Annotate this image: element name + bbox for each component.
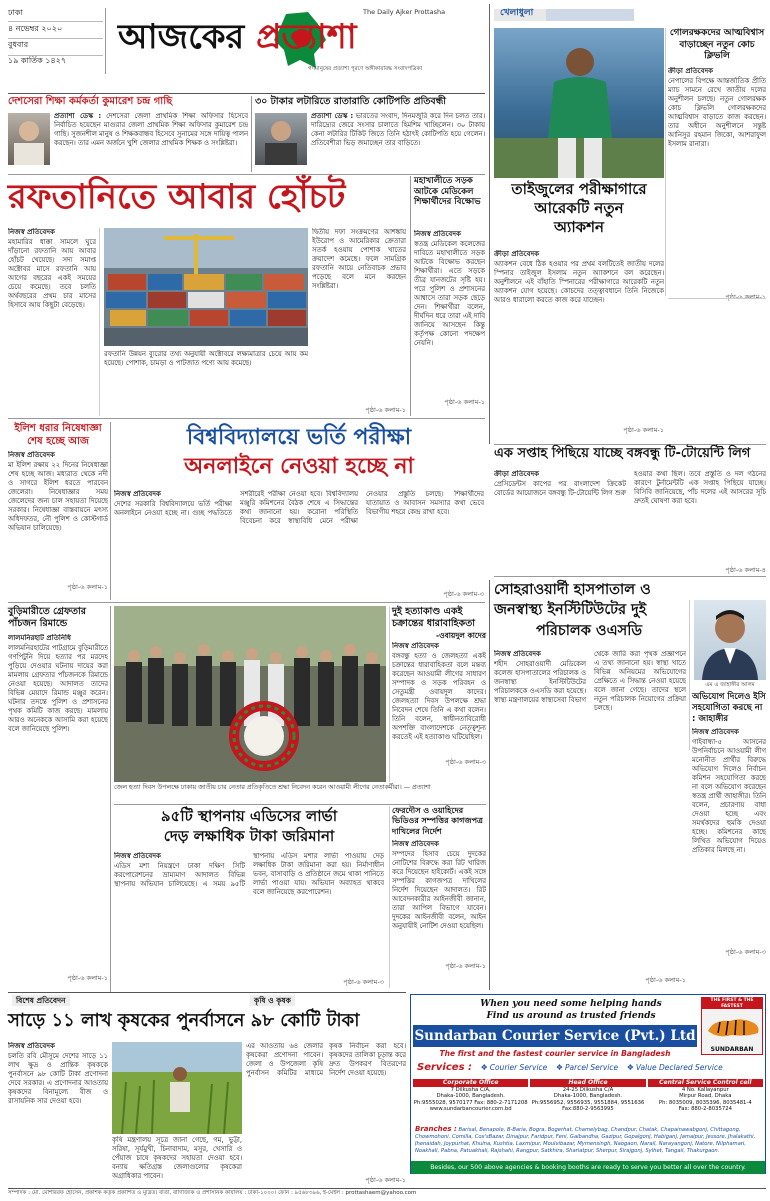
- lottery-headline: ৩০ টাকার লটারিতে রাতারাতি কোটিপতি প্রতিবন্ধী: [255, 96, 446, 107]
- courier-offices: [413, 1079, 763, 1123]
- office-head: [530, 1079, 645, 1123]
- ads-fine-continued: পৃষ্ঠা-৬ কলাম-৩: [343, 978, 384, 986]
- courier-branches-label: Branches :: [415, 1125, 457, 1133]
- office-line: 7 Dilkusha C/A,: [450, 1086, 491, 1093]
- krishi-headline[interactable]: সাড়ে ১১ লাখ কৃষকের পুনর্বাসনে ৯৮ কোটি টাকা: [8, 1010, 360, 1031]
- courier-slogan: The first and the fastest courier service in Bangladesh: [439, 1049, 671, 1058]
- ads-fine-headline[interactable]: [114, 806, 384, 850]
- goalkeeper-text: নেপালের বিপক্ষে আন্তর্জাতিক প্রীতি ম্যাচ সামনে রেখে জাতীয় দলের অনুশীলন চলছে। নতুন গোলরক্ষক কোচ ক্লিভলি গোলরক্ষকদের আত্মবিশ্বাস বাড়াতে কাজ করছেন। তার অধীনে অনুশীলনে সন্তুষ্ট আনিসুর রহমান জিকো, আশরাফুল ইসলাম রানারা।: [668, 77, 766, 149]
- ilish-continued: পৃষ্ঠা-৬ কলাম-১: [67, 583, 108, 591]
- hospital-body: [494, 650, 686, 986]
- office-central-title: Central Service Control cell: [648, 1079, 763, 1087]
- story-goalkeeper[interactable]: [668, 28, 766, 296]
- krishi-col-3: [246, 1042, 406, 1186]
- newspaper-logo: [118, 6, 478, 80]
- courier-services-row: [417, 1062, 761, 1076]
- medical-continued: পৃষ্ঠা-৬ কলাম-১: [444, 398, 485, 406]
- story-edu-officer[interactable]: [8, 96, 248, 172]
- courier-service-2: Value Declared Service: [635, 1063, 723, 1072]
- lead-col-1: [8, 228, 96, 416]
- krishi-reporter: নিজস্ব প্রতিবেদক: [8, 1042, 55, 1050]
- lead-text-1: মহামারির ধাক্কা সামলে ঘুরে দাঁড়ানো রফতানি আয় আবার হোঁচট খেয়েছে। সদ্য সমাপ্ত অক্টোবর মাসে রফতানি আয় আগের বছরের একই সময়ের চেয়ে কমেছে। তবে চলতি অর্থবছরের প্রথম চার মাসের হিসাবে আয় কিছুটা বেড়েছে।: [8, 238, 96, 310]
- story-jahangir[interactable]: [692, 692, 766, 986]
- edu-officer-headline: দেশসেরা শিক্ষা কর্মকর্তা কুমারেশ চন্দ্র গাছি: [8, 96, 173, 107]
- office-corporate: [413, 1079, 528, 1123]
- admission-headline-line-2: অনলাইনে নেওয়া হচ্ছে না: [184, 453, 414, 479]
- story-jail-killing[interactable]: [392, 606, 486, 782]
- dateline-city: ঢাকা: [8, 8, 23, 17]
- jahangir-photo-caption: এম এ জাহাঙ্গীর আলম: [705, 682, 755, 688]
- jail-killing-reporter: নিজস্ব প্রতিবেদক: [392, 642, 439, 651]
- jahangir-continued: পৃষ্ঠা-৬ কলাম-৩: [725, 948, 766, 957]
- taijul-continued: পৃষ্ঠা-৬ কলাম-১: [623, 426, 664, 434]
- story-remand[interactable]: [8, 606, 108, 990]
- t20-continued: পৃষ্ঠা-৬ কলাম-৪: [725, 566, 766, 574]
- port-container-photo: [104, 228, 308, 346]
- medical-reporter: নিজস্ব প্রতিবেদক: [414, 230, 461, 238]
- ads-fine-reporter: নিজস্ব প্রতিবেদক: [114, 852, 161, 860]
- foreigner-continued: পৃষ্ঠা-৬ কলাম-১: [445, 962, 486, 971]
- office-line: Fax: 880-2-8035724: [678, 1106, 732, 1113]
- courier-ad[interactable]: [410, 994, 766, 1174]
- ads-fine-text: এডিস মশা নিয়ন্ত্রণে ঢাকা দক্ষিণ সিটি করপোরেশনের ভ্রাম্যমাণ আদালত বিভিন্ন স্থাপনায় অভিযান চালিয়েছে। এ সময় ৯৫টি স্থাপনায় এডিস মশার লার্ভা পাওয়ায় দেড় লক্ষাধিক টাকা জরিমানা করা হয়। নির্মাণাধীন ভবন, বাসাবাড়ি ও প্রতিষ্ঠানে জমে থাকা পানিতে লার্ভা পাওয়া যায়। অভিযান অব্যাহত থাকবে বলে জানিয়েছে করপোরেশন।: [114, 852, 384, 896]
- krishi-col-1: [8, 1042, 108, 1186]
- office-line: www.sundarbancourier.com.bd: [429, 1106, 512, 1113]
- lead-headline[interactable]: রফতানিতে আবার হোঁচট: [8, 177, 346, 217]
- admission-text: দেশের সরকারি বিশ্ববিদ্যালয়ে ভর্তি পরীক্ষা অনলাইনে নেওয়া হচ্ছে না। গুচ্ছ পদ্ধতিতে সশরীরেই পরীক্ষা নেওয়া হবে। বিশ্ববিদ্যালয় মঞ্জুরি কমিশনের বৈঠক শেষে এ সিদ্ধান্তের কথা জানানো হয়। করোনা পরিস্থিতি বিবেচনা করে স্বাস্থ্যবিধি মেনে পরীক্ষা নেওয়ার প্রস্তুতি চলছে। শিক্ষার্থীদের যাতায়াত ও আবাসন সমস্যার কথা ভেবে বিভাগীয় শহরে কেন্দ্র রাখা হবে।: [114, 490, 484, 525]
- courier-service-0: Courier Service: [489, 1063, 548, 1072]
- taijul-reporter: ক্রীড়া প্রতিবেদক: [494, 250, 540, 258]
- office-line: Fax:880-2-9563995: [562, 1106, 614, 1113]
- lead-text-3: রফতানি উন্নয়ন ব্যুরোর তথ্য অনুযায়ী অক্টোবরে লক্ষ্যমাত্রার চেয়ে আয় কম হয়েছে। পোশাক, চামড়া ও পাটজাত পণ্যে আয় কমেছে।: [104, 350, 308, 367]
- krishi-col-2: [112, 1136, 242, 1186]
- edu-officer-reporter: প্রত্যাশা ডেস্ক :: [54, 112, 102, 120]
- courier-service-1: Parcel Service: [565, 1063, 619, 1072]
- dateline-date: ৪ নভেম্বর ২০২০: [8, 24, 63, 33]
- taijul-body: [494, 250, 664, 434]
- office-line: Ph: 8035009, 8035396, 8035481-4: [658, 1099, 752, 1106]
- krishi-text-2: কৃষি মন্ত্রণালয় সূত্রে জানা গেছে, গম, ভুট্টা, সরিষা, সূর্যমুখী, চিনাবাদাম, মসুর, খেসারি ও পেঁয়াজ চাষে কৃষকদের সহায়তা দেওয়া হবে। বন্যায় ক্ষতিগ্রস্ত জেলাগুলোর কৃষকেরা অগ্রাধিকার পাবেন।: [112, 1136, 242, 1180]
- courier-footer: Besides, our 500 above agencies & booking booths are ready to serve you better all over the country.: [411, 1161, 765, 1174]
- logo-part-2: প্রত্যাশা: [256, 17, 357, 57]
- tiger-icon: [702, 1009, 764, 1043]
- office-line: Dhaka-1000, Bangladesh.: [436, 1093, 505, 1100]
- hospital-headline-line-3: পরিচালক ওএসডি: [535, 622, 643, 639]
- bottom-tag-left: বিশেষ প্রতিবেদন: [12, 995, 70, 1006]
- krishi-text-1: চলতি রবি মৌসুমে দেশের সাড়ে ১১ লাখ ক্ষুদ্র ও প্রান্তিক কৃষককে পুনর্বাসনে ৯৮ কোটি টাকা প্রণোদনা দেবে সরকার। এ প্রণোদনার আওতায় কৃষকদের বিনামূল্যে বীজ ও রাসায়নিক সার দেওয়া হবে।: [8, 1052, 108, 1106]
- service-bullet-icon: ❖: [480, 1063, 488, 1072]
- office-line: 4 No. Kallayanpur: [681, 1086, 729, 1093]
- lead-text-2: দ্বিতীয় দফা সংক্রমণের আশঙ্কায় ইউরোপ ও আমেরিকার ক্রেতারা সতর্ক হওয়ায় পোশাক খাতের ক্রয়াদেশ কমেছে। ফলে সামগ্রিক রফতানি আয়ে নেতিবাচক প্রভাব পড়েছে বলে মনে করছেন সংশ্লিষ্টরা।: [312, 228, 406, 290]
- logo-part-1: আজকের: [118, 17, 257, 57]
- courier-services-label: Services :: [417, 1062, 473, 1073]
- masthead: [0, 0, 485, 92]
- hospital-reporter: নিজস্ব প্রতিবেদক: [494, 650, 541, 658]
- office-line: 24-25 Dilkusha C/A: [562, 1086, 614, 1093]
- hospital-headline-line-2: জনস্বাস্থ্য ইনস্টিটিউটের দুই: [494, 602, 647, 619]
- remand-continued: পৃষ্ঠা-৬ কলাম-১: [67, 973, 108, 982]
- courier-name-band: [413, 1025, 697, 1047]
- t20-reporter: ক্রীড়া প্রতিবেদক: [494, 470, 540, 478]
- farmer-photo: [112, 1042, 242, 1134]
- office-line: Ph:9555028, 9570177 Fax: 880-2-7171208: [413, 1099, 528, 1106]
- jahangir-reporter: নিজস্ব প্রতিবেদক: [692, 728, 739, 737]
- lead-reporter: নিজস্ব প্রতিবেদক: [8, 228, 55, 236]
- taijul-text: অ্যাকশন বেধে ঠিক হওয়ার পর প্রথম বলটিতেই জাতীয় দলের স্পিনার তাইজুল ইসলাম নতুন অ্যাকশনে বল করেছেন। অনুশীলনে এই বাঁহাতি স্পিনারের পরীক্ষাগারে আরেকটি নতুন অ্যাকশন যোগ হয়েছে। কোচদের তত্ত্বাবধানে তিনি নিজেকে আরও ধারালো করতে কাজ করে যাচ্ছেন।: [494, 260, 664, 305]
- lead-continued: পৃষ্ঠা-৬ কলাম-১: [365, 406, 406, 414]
- taijul-photo: [494, 28, 664, 178]
- jahangir-text: গাইবান্ধা-৫ আসনের উপনির্বাচনে আওয়ামী লীগ মনোনীত প্রার্থীর বিরুদ্ধে অভিযোগ দিলেও নির্বাচন কমিশন সহযোগিতা করছে না বলে অভিযোগ করেছেন স্বতন্ত্র প্রার্থী জাহাঙ্গীর। তিনি বলেন, প্রচারণায় বাধা দেওয়া হচ্ছে এবং সমর্থকদের হুমকি দেওয়া হচ্ছে। কমিশনের কাছে লিখিত অভিযোগ দিয়েও প্রতিকার মিলছে না।: [692, 738, 766, 854]
- courier-badge: THE FIRST & THE FASTEST: [702, 998, 762, 1009]
- remand-reporter: লালমনিরহাট প্রতিনিধি: [8, 633, 71, 642]
- lottery-photo: [255, 113, 307, 165]
- admission-body: [114, 490, 484, 598]
- photo-caption: জেল হত্যা দিবস উপলক্ষে ঢাকায় জাতীয় চার নেতার প্রতিকৃতিতে শ্রদ্ধা নিবেদন করেন আওয়ামী লীগের নেতাকর্মীরা। — প্রত্যাশা: [114, 784, 431, 791]
- office-line: Dhaka-1000, Bangladesh.: [553, 1093, 623, 1100]
- medical-text: স্বতন্ত্র মেডিকেল কলেজের দাবিতে মহাখালীতে সড়ক আটকে বিক্ষোভ করছেন শিক্ষার্থীরা। এতে সড়কে তীব্র যানজটের সৃষ্টি হয়। পরে পুলিশ ও প্রশাসনের আশ্বাসে তারা সড়ক ছেড়ে দেন। শিক্ষার্থীরা বলেন, দীর্ঘদিন ধরে তারা এই দাবি জানিয়ে আসছেন কিন্তু কর্তৃপক্ষ কোনো পদক্ষেপ নেয়নি।: [414, 240, 485, 347]
- jail-killing-day-photo: [114, 606, 386, 782]
- medical-body: [414, 230, 485, 406]
- t20-headline[interactable]: এক সপ্তাহ পিছিয়ে যাচ্ছে বঙ্গবন্ধু টি-টোয়েন্টি লিগ: [494, 446, 751, 461]
- lead-col-3: [312, 228, 406, 416]
- foreigner-text: সম্পদের হিসাব চেয়ে দুদকের নোটিশের বিরুদ্ধে করা রিট খারিজ করে দিয়েছেন হাইকোর্ট। একই সঙ্গে সম্পত্তির কাগজপত্র দাখিলের নির্দেশ দিয়েছেন আদালত। রিট আবেদনকারীর আইনজীবী জানান, তারা আপিল বিভাগে যাবেন। দুদকের আইনজীবী বলেন, আইন অনুযায়ীই নোটিশ দেওয়া হয়েছিল।: [392, 850, 486, 931]
- jail-killing-headline: দুই হত্যাকাণ্ড একই চক্রান্তের ধারাবাহিকতা: [392, 606, 476, 630]
- hospital-continued: পৃষ্ঠা-৬ কলাম-১: [645, 976, 686, 984]
- jail-killing-text: বঙ্গবন্ধু হত্যা ও জেলহত্যা একই চক্রান্তের ধারাবাহিকতা বলে মন্তব্য করেছেন আওয়ামী লীগের সাধারণ সম্পাদক ও সড়ক পরিবহন ও সেতুমন্ত্রী ওবায়দুল কাদের। জেলহত্যা দিবস উপলক্ষে শ্রদ্ধা নিবেদন শেষে তিনি এ কথা বলেন। তিনি বলেন, স্বাধীনতাবিরোধী অপশক্তি বাংলাদেশকে নেতৃত্বশূন্য করতেই এই হত্যাকাণ্ড ঘটিয়েছিল।: [392, 652, 486, 742]
- medical-headline: মহাখালীতে সড়ক আটকে মেডিকেল শিক্ষার্থীদের বিক্ষোভ: [414, 176, 481, 208]
- taijul-headline-line-3: অ্যাকশন: [553, 217, 604, 236]
- taijul-headline-line-2: আরেকটি নতুন: [534, 198, 624, 217]
- goalkeeper-headline: গোলরক্ষকদের আত্মবিশ্বাস বাড়াচ্ছেন নতুন কোচ ক্লিভলি: [669, 28, 765, 62]
- courier-logo-text: SUNDARBAN: [710, 1046, 754, 1054]
- admission-reporter: নিজস্ব প্রতিবেদক: [114, 490, 161, 498]
- admission-headline-line-1: বিশ্ববিদ্যালয়ে ভর্তি পরীক্ষা: [186, 425, 412, 450]
- story-ilish[interactable]: [8, 422, 108, 600]
- ilish-headline: ইলিশ ধরার নিষেধাজ্ঞা শেষ হচ্ছে আজ: [14, 423, 102, 447]
- admission-headline[interactable]: [114, 424, 484, 486]
- jahangir-headline: অভিযোগ দিলেও ইসি সহযোগিতা করছে না : জাহাঙ্গীর: [692, 692, 766, 725]
- office-central: [648, 1079, 763, 1123]
- office-corporate-title: Corporate Office: [413, 1079, 528, 1087]
- service-bullet-icon: ❖: [626, 1063, 634, 1072]
- courier-branches: [415, 1125, 763, 1159]
- courier-branches-list: Barisal, Benapole, B-Baria, Bogra, Bogerhat, Chamelybag, Chandpur, Chatak, Chapainawabgonj, Chittagong, Chowmohoni, Comilla, Cox'sBazar, Dinajpur, Faridpur, Feni, Gaibandha, Gazipur, Gopalgonj, Habiganj, Jamalpur, Jessore, Jhalakathi, Jhenaidah, Joypurhat, Khulna, Kushtia, Laxmipur, Moulvibazar, Mymensingh, Naogaon, Narail, Narayangonj, Natore, Nilphamari, Noakhali, Pabna, Patuakhali, Rajshahi, Rangpur, Satkhira, Shariatpur, Sherpur, Sirajgonj, Sylhet, Tangail, Thakurgaon.: [415, 1127, 756, 1154]
- service-bullet-icon: ❖: [555, 1063, 563, 1072]
- dateline-bangla-date: ১৯ কার্তিক ১৪২৭: [8, 56, 67, 65]
- krishi-continued: পৃষ্ঠা-৬ কলাম-১: [365, 1176, 406, 1184]
- bottom-tag-right: কৃষি ও কৃষক: [250, 995, 295, 1006]
- edu-officer-photo: [8, 113, 50, 165]
- courier-name: Sundarban Courier Service (Pvt.) Ltd: [414, 1028, 696, 1044]
- hospital-headline-line-1: সোহরাওয়ার্দী হাসপাতাল ও: [494, 582, 651, 598]
- courier-ad-line-2: Find us around as trusted friends: [486, 1011, 656, 1021]
- lead-col-2-bottom: [104, 350, 308, 406]
- ads-fine-headline-line-1: ৯৫টি স্থাপনায় এডিসের লার্ভা: [160, 807, 338, 825]
- admission-continued: পৃষ্ঠা-৬ কলাম-৩: [443, 590, 484, 598]
- courier-ad-line-1: When you need some helping hands: [480, 999, 662, 1009]
- sports-tag: [494, 6, 634, 24]
- ilish-reporter: নিজস্ব প্রতিবেদক: [8, 451, 55, 459]
- page-footer: সম্পাদক : মো. মোশাররফ হোসেন, প্রকাশক কর্তৃক প্রকাশিত ও মুদ্রিত। বার্তা, বাণিজ্যিক ও প্রশাসনিক কার্যালয় : ঢাকা-১০০০। ফোন : ৯৫৬৮৩৯৬, ই-মেইল : prottashaem@yahoo.com: [8, 1190, 417, 1196]
- krishi-text-3: এর আওতায় ৬৪ জেলার কৃষকেরা প্রণোদনা পাবেন। জেলা ও উপজেলা কৃষি পুনর্বাসন কমিটির মাধ্যমে কৃষক নির্বাচন করা হবে। কৃষকদের তালিকা চূড়ান্ত করে দ্রুত উপকরণ বিতরণের নির্দেশ দেওয়া হয়েছে।: [246, 1042, 406, 1077]
- foreigner-reporter: নিজস্ব প্রতিবেদক: [392, 840, 439, 849]
- foreigner-headline: ফেরদৌস ও ওয়াহিদের ভিডিওর সম্পত্তির কাগজপত্র দাখিলের নির্দেশ: [392, 806, 483, 836]
- remand-text: লালমনিরহাটের পাটগ্রামে বুড়িমারীতে গণপিটুনি দিয়ে হত্যার পর মরদেহ পুড়িয়ে দেওয়ার ঘটনায় দায়ের করা মামলায় গ্রেফতার পাঁচজনকে রিমান্ডে নেওয়া হয়েছে। আদালত তাদের বিভিন্ন মেয়াদে রিমান্ড মঞ্জুর করেন। ঘটনার তদন্তে পুলিশ ও প্রশাসনের পৃথক কমিটি কাজ করছে। মামলায় আরও অনেককে আসামি করা হয়েছে বলে জানিয়েছে পুলিশ।: [8, 643, 108, 733]
- office-head-title: Head Office: [530, 1079, 645, 1087]
- edu-officer-text: দেশসেরা জেলা প্রাথমিক শিক্ষা অফিসার হিসেবে নির্বাচিত হয়েছেন মাগুরার জেলা প্রাথমিক শিক্ষা অফিসার কুমারেশ চন্দ্র গাছি। সুজনশীল মানুষ ও শিক্ষকবান্ধব হিসেবে সুনামের সঙ্গে দায়িত্ব পালন করছেন। তার এমন অর্জনে খুশি জেলার প্রাথমিক শিক্ষক ও সংশ্লিষ্টরা।: [54, 112, 248, 148]
- office-line: Mirpur Road, Dhaka: [679, 1093, 732, 1100]
- english-name: The Daily Ajker Prottasha: [363, 8, 446, 16]
- jahangir-photo: [694, 600, 766, 680]
- ilish-text: মা ইলিশ রক্ষায় ২২ দিনের নিষেধাজ্ঞা শেষ হচ্ছে আজ। মধ্যরাত থেকে নদী ও সাগরে ইলিশ ধরতে পারবেন জেলেরা। নিষেধাজ্ঞার সময় জেলেদের জন্য চাল সহায়তা দিয়েছে সরকার। নিষেধাজ্ঞা বাস্তবায়নে মৎস্য অধিদফতর, নৌ পুলিশ ও কোস্টগার্ড অভিযান চালিয়েছে।: [8, 461, 108, 533]
- dateline-box: [8, 8, 106, 74]
- t20-text: প্রেসিডেন্টস কাপের পর বাংলাদেশ ক্রিকেট বোর্ডের আয়োজনে বঙ্গবন্ধু টি-টোয়েন্টি লিগ শুরু হওয়ার কথা ছিল। তবে প্রস্তুতি ও দল গঠনের কারণে টুর্নামেন্টটি এক সপ্তাহ পিছিয়ে যাচ্ছে। বিসিবি জানিয়েছে, পাঁচ দলের এই আসরের সূচি দ্রুতই ঘোষণা করা হবে।: [494, 470, 766, 505]
- ads-fine-headline-line-2: দেড় লক্ষাধিক টাকা জরিমানা: [163, 827, 335, 846]
- dateline-weekday: বুধবার: [8, 40, 29, 49]
- lottery-text: ভারতের সংবাদ, দিনমজুরি করে দিন চলত তার। দারিদ্র্যের জেরে সংসার চালাতে হিমশিম খাচ্ছিলেন। ৩০ টাকায় কেনা লটারির টিকিট জিতে তিনি হঠাৎই কোটিপতি হয়ে গেলেন। প্রতিবেশীরা ভিড় জমাচ্ছেন তার বাড়িতে।: [311, 112, 485, 148]
- courier-logo: [701, 997, 763, 1055]
- lottery-reporter: প্রত্যাশা ডেস্ক :: [311, 112, 354, 120]
- tagline: গণমানুষের প্রত্যাশা পূরণে অঙ্গীকারাবদ্ধ সংবাদপত্রিকা: [308, 66, 423, 72]
- taijul-headline-line-1: তাইজুলের পরীক্ষাগারে: [511, 180, 647, 198]
- jail-killing-continued: পৃষ্ঠা-৬ কলাম-৩: [445, 758, 486, 767]
- sports-tag-label: খেলাধুলা: [500, 8, 534, 18]
- t20-body: [494, 470, 766, 574]
- hospital-text: শহীদ সোহরাওয়ার্দী মেডিকেল কলেজ হাসপাতালের পরিচালক ও জনস্বাস্থ্য ইনস্টিটিউটের পরিচালককে ওএসডি করা হয়েছে। স্বাস্থ্য মন্ত্রণালয়ের স্বাস্থ্যসেবা বিভাগ থেকে জারি করা পৃথক প্রজ্ঞাপনে এ তথ্য জানানো হয়। স্বাস্থ্য খাতে বিভিন্ন অনিয়মের অভিযোগের প্রেক্ষিতে এ সিদ্ধান্ত নেওয়া হয়েছে বলে জানা গেছে। তাদের স্থলে নতুন পরিচালক নিয়োগের প্রক্রিয়া চলছে।: [494, 650, 686, 712]
- story-lottery[interactable]: [255, 96, 485, 172]
- jail-killing-byline: -ওবায়দুল কাদের: [435, 630, 486, 640]
- remand-headline: বুড়িমারীতে গ্রেফতার পাঁচজন রিমান্ডে: [8, 606, 87, 630]
- ads-fine-body: [114, 852, 384, 986]
- taijul-headline[interactable]: [494, 180, 664, 248]
- office-line: Ph:9556952, 9556935, 9551884, 9551636: [531, 1099, 645, 1106]
- story-foreigner[interactable]: [392, 806, 486, 988]
- goalkeeper-reporter: ক্রীড়া প্রতিবেদক: [668, 67, 714, 76]
